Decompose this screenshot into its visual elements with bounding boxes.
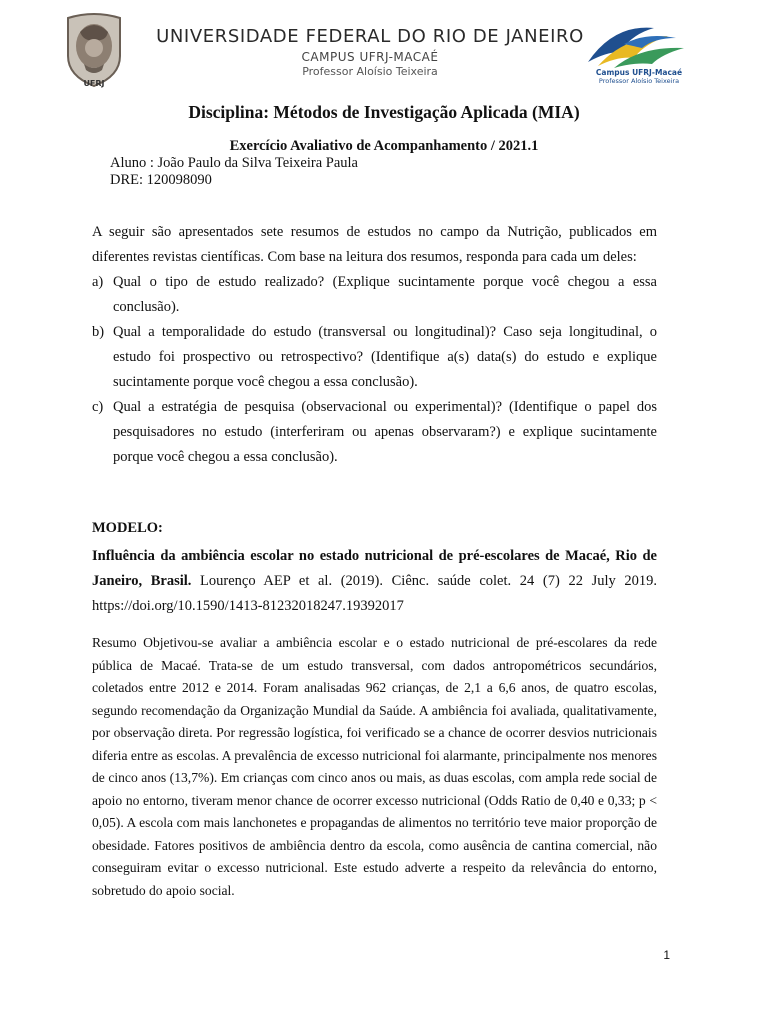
student-info: [110, 155, 358, 189]
student-name: Aluno : João Paulo da Silva Teixeira Paula: [110, 155, 358, 171]
article-abstract: Resumo Objetivou-se avaliar a ambiência escolar e o estado nutricional de pré-escolares da rede pública de Macaé. Trata-se de um estudo transversal, com dados antropométricos secundários, coletados entre 2012 e 2014. Foram analisadas 962 crianças, de 2,1 a 6,6 anos, de quatro escolas, segundo recomendação da Organização Mundial da Saúde. A ambiência foi avaliada, qualitativamente, por observação direta. Por regressão logística, foi verificado se a chance de ocorrer desvios nutricionais diferia entre as escolas. A prevalência de excesso nutricional foi alarmante, principalmente nos menores de cinco anos (13,7%). Em crianças com cinco anos ou mais, as duas escolas, com ampla rede social de apoio no entorno, tiveram menor chance de ocorrer excesso nutricional (Odds Ratio de 0,40 e 0,33; p < 0,05). A escola com mais lanchonetes e propagandas de alimentos no território teve maior proporção de obesidade. Fatores positivos de ambiência dentro da escola, como ausência de cantina comercial, não conseguiram evitar o excesso nutricional. Este estudo adverte a respeito da relevância do entorno, sobretudo do apoio social.: [92, 635, 657, 898]
question-item: [92, 320, 657, 395]
crest-label: UFRJ: [83, 79, 105, 88]
question-text: Qual a temporalidade do estudo (transversal ou longitudinal)? Caso seja longitudinal, o estudo foi prospectivo ou retrospectivo? (Identifique a(s) data(s) do estudo e explique sucintamente porque você chegou a essa conclusão).: [113, 324, 657, 390]
campus-patron: Professor Aloísio Teixeira: [302, 65, 438, 78]
university-title-block: [140, 26, 600, 79]
document-header: [0, 0, 768, 100]
campus-name: CAMPUS UFRJ-MACAÉ: [301, 50, 439, 64]
question-letter: a): [92, 274, 104, 290]
instructions-paragraph: A seguir são apresentados sete resumos de estudos no campo da Nutrição, publicados em diferentes revistas científicas. Com base na leitura dos resumos, responda para cada um deles:: [92, 224, 657, 265]
page-number: 1: [663, 948, 670, 962]
model-reference: [92, 544, 657, 619]
question-text: Qual a estratégia de pesquisa (observacional ou experimental)? (Identifique o papel dos pesquisadores no estudo (interferiram ou apenas observaram?) e explique sucintamente porque você chegou a essa conclusão).: [113, 399, 657, 465]
question-text: Qual o tipo de estudo realizado? (Explique sucintamente porque você chegou a essa conclusão).: [113, 274, 657, 315]
exercise-title: Exercício Avaliativo de Acompanhamento / 2021.1: [229, 138, 539, 154]
student-dre: DRE: 120098090: [110, 172, 212, 188]
question-item: [92, 270, 657, 320]
campus-logo-caption: Campus UFRJ-Macaé: [595, 68, 683, 77]
discipline-title: Disciplina: Métodos de Investigação Aplicada (MIA): [188, 102, 580, 122]
question-letter: b): [92, 324, 105, 340]
article-title: Influência da ambiência escolar no estado nutricional de pré-escolares de Macaé, Rio de Janeiro, Brasil.: [92, 548, 657, 589]
model-heading: MODELO:: [92, 520, 163, 536]
campus-logo-subcaption: Professor Aloísio Teixeira: [598, 77, 680, 85]
article-citation: Lourenço AEP et al. (2019). Ciênc. saúde colet. 24 (7) 22 July 2019. https://doi.org/10.1590/1413-81232018247.19392017: [92, 573, 658, 614]
instructions-section: [92, 220, 657, 470]
university-name: UNIVERSIDADE FEDERAL DO RIO DE JANEIRO: [156, 26, 584, 47]
question-item: [92, 395, 657, 470]
question-letter: c): [92, 399, 104, 415]
